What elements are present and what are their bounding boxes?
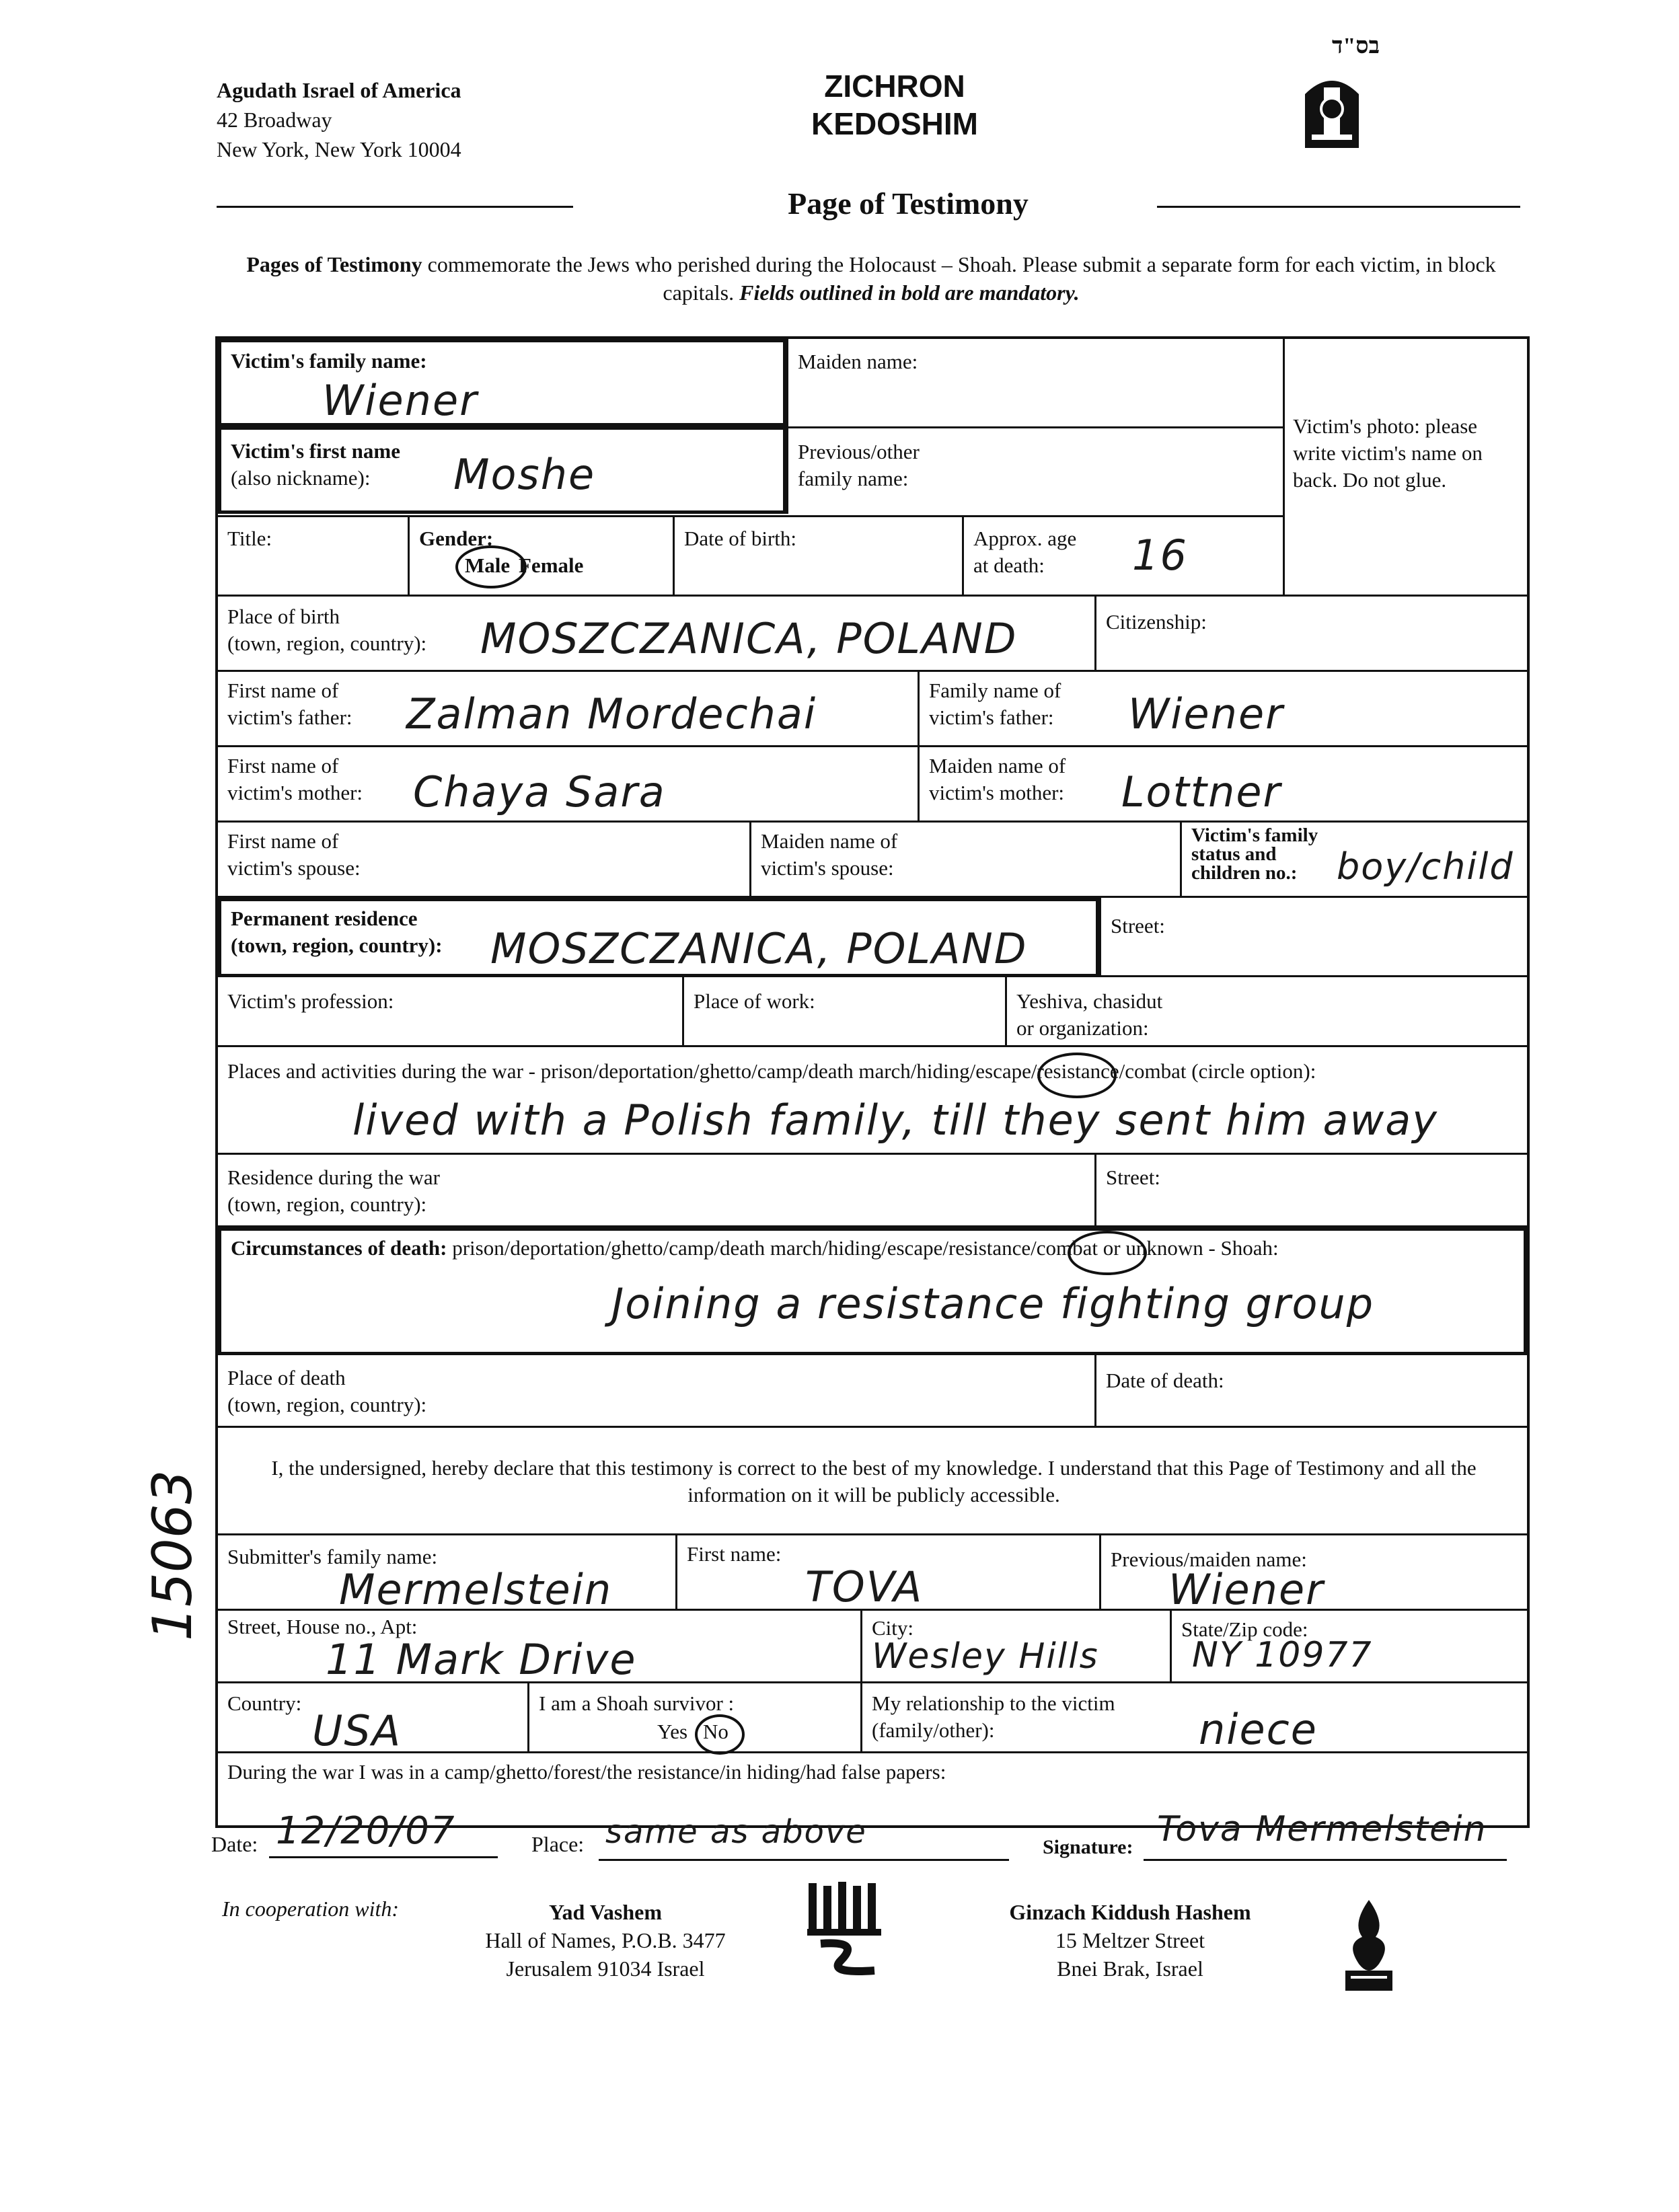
family-status-value: boy/child [1337,845,1514,888]
gender-male[interactable]: Male [465,554,511,577]
memorial-candle-icon [1298,67,1366,155]
sub-state-value: NY 10977 [1192,1635,1373,1675]
signature-value: Tova Mermelstein [1157,1809,1487,1849]
side-number: 15063 [141,1470,204,1641]
mother-first-label-2: victim's mother: [227,781,363,804]
row-mother [218,745,1527,823]
res-war-label-2: (town, region, country): [227,1192,427,1216]
relationship-field[interactable] [860,1683,1527,1753]
sub-city-field[interactable] [860,1611,1170,1683]
citizenship-label: Citizenship: [1106,610,1207,634]
family-name-label: Victim's family name: [231,349,427,373]
workplace-field[interactable] [682,977,1005,1047]
signature-label: Signature: [1043,1836,1133,1858]
yad-vashem-block [457,1898,753,1983]
dob-label: Date of birth: [684,527,797,550]
place-label: Place: [531,1832,585,1856]
ginzach-addr1: 15 Meltzer Street [1055,1928,1205,1952]
yad-vashem-addr2: Jerusalem 91034 Israel [506,1956,705,1981]
during-war-label: During the war I was in a camp/ghetto/forest/the resistance/in hiding/had false papers: [227,1760,946,1784]
previous-family-label-2: family name: [798,467,909,490]
pod-label-2: (town, region, country): [227,1393,427,1416]
age-label-2: at death: [973,554,1045,577]
row-profession [218,975,1527,1047]
father-family-value: Wiener [1128,689,1284,738]
age-field[interactable] [962,517,1283,597]
dod-field[interactable] [1094,1355,1527,1428]
family-name-field[interactable] [218,339,786,426]
father-first-label-2: victim's father: [227,705,352,729]
resistance-option-circle [1068,1231,1147,1275]
ginzach-addr2: Bnei Brak, Israel [1057,1956,1203,1981]
declaration-text: I, the undersigned, hereby declare that this testimony is correct to the best of my knowledge. I understand that this Page of Testimony and all the information on it will be publicly accessible. [271,1456,1477,1507]
gender-field[interactable] [408,517,673,597]
sub-family-value: Mermelstein [339,1565,613,1614]
row-title-gender [218,515,1283,597]
yeshiva-label-2: or organization: [1016,1016,1149,1040]
perm-res-value: MOSZCZANICA, POLAND [490,924,1028,973]
first-name-label-2: (also nickname): [231,466,371,490]
circumstances-label-bold: Circumstances of death: [231,1236,447,1260]
photo-instructions: Victim's photo: please write victim's name on back. Do not glue. [1293,414,1483,492]
row-submitter-name [218,1533,1527,1614]
row-permanent-residence [218,896,1527,977]
spouse-maiden-label: Maiden name of [761,829,898,853]
cooperation-label: In cooperation with: [222,1897,400,1921]
dod-label: Date of death: [1106,1369,1224,1392]
sub-first-field[interactable] [675,1535,1099,1611]
places-war-label: Places and activities during the war - prison/deportation/ghetto/camp/death march/hiding/escape/resistance/combat (circle option): [227,1059,1316,1083]
family-status-label-2: status and [1191,843,1277,865]
sub-first-value: TOVA [805,1562,924,1611]
title-label: Title: [227,527,272,550]
street-label: Street: [1111,914,1165,938]
row-residence-war [218,1153,1527,1227]
sub-state-field[interactable] [1170,1611,1527,1683]
intro-mandatory-note: Fields outlined in bold are mandatory. [739,280,1080,305]
age-label: Approx. age [973,527,1077,550]
pob-value: MOSZCZANICA, POLAND [480,614,1018,663]
maiden-name-label: Maiden name: [798,350,918,373]
row-declaration [218,1426,1527,1535]
mother-maiden-label: Maiden name of [929,754,1066,777]
row-place-of-death [218,1353,1527,1428]
survivor-label: I am a Shoah survivor : [539,1691,735,1715]
previous-family-label: Previous/other [798,440,920,463]
profession-label: Victim's profession: [227,989,394,1013]
mother-maiden-value: Lottner [1121,767,1282,816]
family-status-field[interactable] [1180,823,1527,898]
survivor-no-circle [695,1714,745,1755]
spouse-maiden-label-2: victim's spouse: [761,856,894,880]
page-title: Page of Testimony [788,186,1029,221]
org-address-line2: New York, New York 10004 [217,137,461,161]
circumstances-label-rest: prison/deportation/ghetto/camp/death march/hiding/escape/resistance/combat or unknown - Shoah: [447,1236,1279,1260]
header-rule-right [1157,206,1520,208]
spouse-maiden-field[interactable] [749,823,1180,898]
testimony-form [215,336,1530,1828]
row-submitter-country [218,1681,1527,1753]
org-address-line1: 42 Broadway [217,108,332,132]
relationship-value: niece [1199,1705,1318,1754]
relationship-label-2: (family/other): [872,1718,995,1742]
mother-first-label: First name of [227,754,339,777]
ginzach-name: Ginzach Kiddush Hashem [1009,1900,1251,1924]
res-war-label: Residence during the war [227,1166,440,1189]
perm-res-label: Permanent residence [231,907,418,930]
perm-res-label-2: (town, region, country): [231,933,443,957]
first-name-field[interactable] [218,426,786,514]
relationship-label: My relationship to the victim [872,1691,1115,1715]
row-place-of-birth [218,595,1527,672]
sub-city-label: City: [872,1616,914,1640]
father-family-field[interactable] [918,672,1527,747]
family-status-label-3: children no.: [1191,862,1298,884]
row-father [218,670,1527,747]
family-name-value: Wiener [322,376,478,425]
circumstances-value: Joining a resistance fighting group [611,1279,1375,1328]
circumstances-field[interactable] [218,1227,1527,1355]
row-circumstances [218,1225,1527,1355]
row-spouse [218,821,1527,898]
signature-line [1144,1859,1507,1861]
sub-prev-field[interactable] [1099,1535,1527,1614]
survivor-no[interactable]: No [703,1720,729,1743]
yad-vashem-addr1: Hall of Names, P.O.B. 3477 [485,1928,726,1952]
father-family-label-2: victim's father: [929,705,1054,729]
row-places-war[interactable] [218,1045,1527,1155]
title-line2: KEDOSHIM [811,106,978,141]
bsd-mark: בס"ד [1332,34,1380,59]
yeshiva-label: Yeshiva, chasidut [1016,989,1163,1013]
sub-first-label: First name: [687,1542,782,1566]
res-war-street-label: Street: [1106,1166,1160,1189]
spouse-first-label-2: victim's spouse: [227,856,361,880]
sub-street-label: Street, House no., Apt: [227,1615,418,1638]
yeshiva-field[interactable] [1005,977,1527,1047]
org-name: Agudath Israel of America [217,78,461,102]
mother-maiden-label-2: victim's mother: [929,781,1065,804]
sub-prev-label: Previous/maiden name: [1111,1548,1307,1571]
date-label: Date: [211,1832,258,1856]
father-family-label: Family name of [929,679,1061,702]
family-status-label: Victim's family [1191,825,1318,846]
pob-label: Place of birth [227,605,340,628]
street-field[interactable] [1099,898,1527,977]
sub-state-label: State/Zip code: [1181,1617,1308,1641]
form-title-block [740,67,1049,143]
organization-block [217,75,461,164]
yad-vashem-logo-icon [800,1876,895,1991]
father-first-label: First name of [227,679,339,702]
sub-prev-value: Wiener [1168,1565,1324,1614]
gender-female[interactable]: Female [519,554,584,577]
dob-field[interactable] [673,517,962,597]
survivor-yes[interactable]: Yes [657,1720,688,1743]
permanent-residence-field[interactable] [218,898,1099,977]
pod-label: Place of death [227,1366,346,1389]
place-line [599,1859,1009,1861]
place-value: same as above [605,1813,867,1851]
father-first-value: Zalman Mordechai [406,689,817,738]
yad-vashem-name: Yad Vashem [548,1900,663,1924]
survivor-field[interactable] [527,1683,860,1753]
pob-label-2: (town, region, country): [227,632,427,655]
hiding-option-circle [1037,1053,1117,1098]
intro-body: commemorate the Jews who perished during the Holocaust – Shoah. Please submit a separate form for each victim, in block capitals. [422,252,1496,305]
date-value: 12/20/07 [276,1809,456,1853]
first-name-value: Moshe [453,450,596,499]
row-submitter-address [218,1609,1527,1683]
ginzach-block [955,1898,1305,1983]
mother-maiden-field[interactable] [918,747,1527,823]
citizenship-field[interactable] [1094,597,1525,672]
res-war-street-field[interactable] [1094,1155,1527,1227]
places-war-value: lived with a Polish family, till they sent him away [352,1096,1438,1145]
title-line1: ZICHRON [824,69,965,104]
first-name-label: Victim's first name [231,439,400,463]
spouse-first-label: First name of [227,829,339,853]
sub-country-value: USA [312,1706,402,1755]
intro-text [215,250,1527,307]
sub-family-label: Submitter's family name: [227,1545,438,1568]
sub-country-label: Country: [227,1691,302,1715]
mother-first-value: Chaya Sara [413,767,666,816]
intro-bold: Pages of Testimony [246,252,422,276]
date-line [269,1856,498,1858]
sub-city-value: Wesley Hills [872,1636,1099,1677]
workplace-label: Place of work: [694,989,815,1013]
sub-street-value: 11 Mark Drive [326,1635,637,1684]
age-value: 16 [1132,531,1188,580]
flame-emblem-icon [1339,1897,1399,1997]
header-rule-left [217,206,573,208]
gender-label: Gender: [419,527,494,550]
gender-male-circle [455,545,527,588]
